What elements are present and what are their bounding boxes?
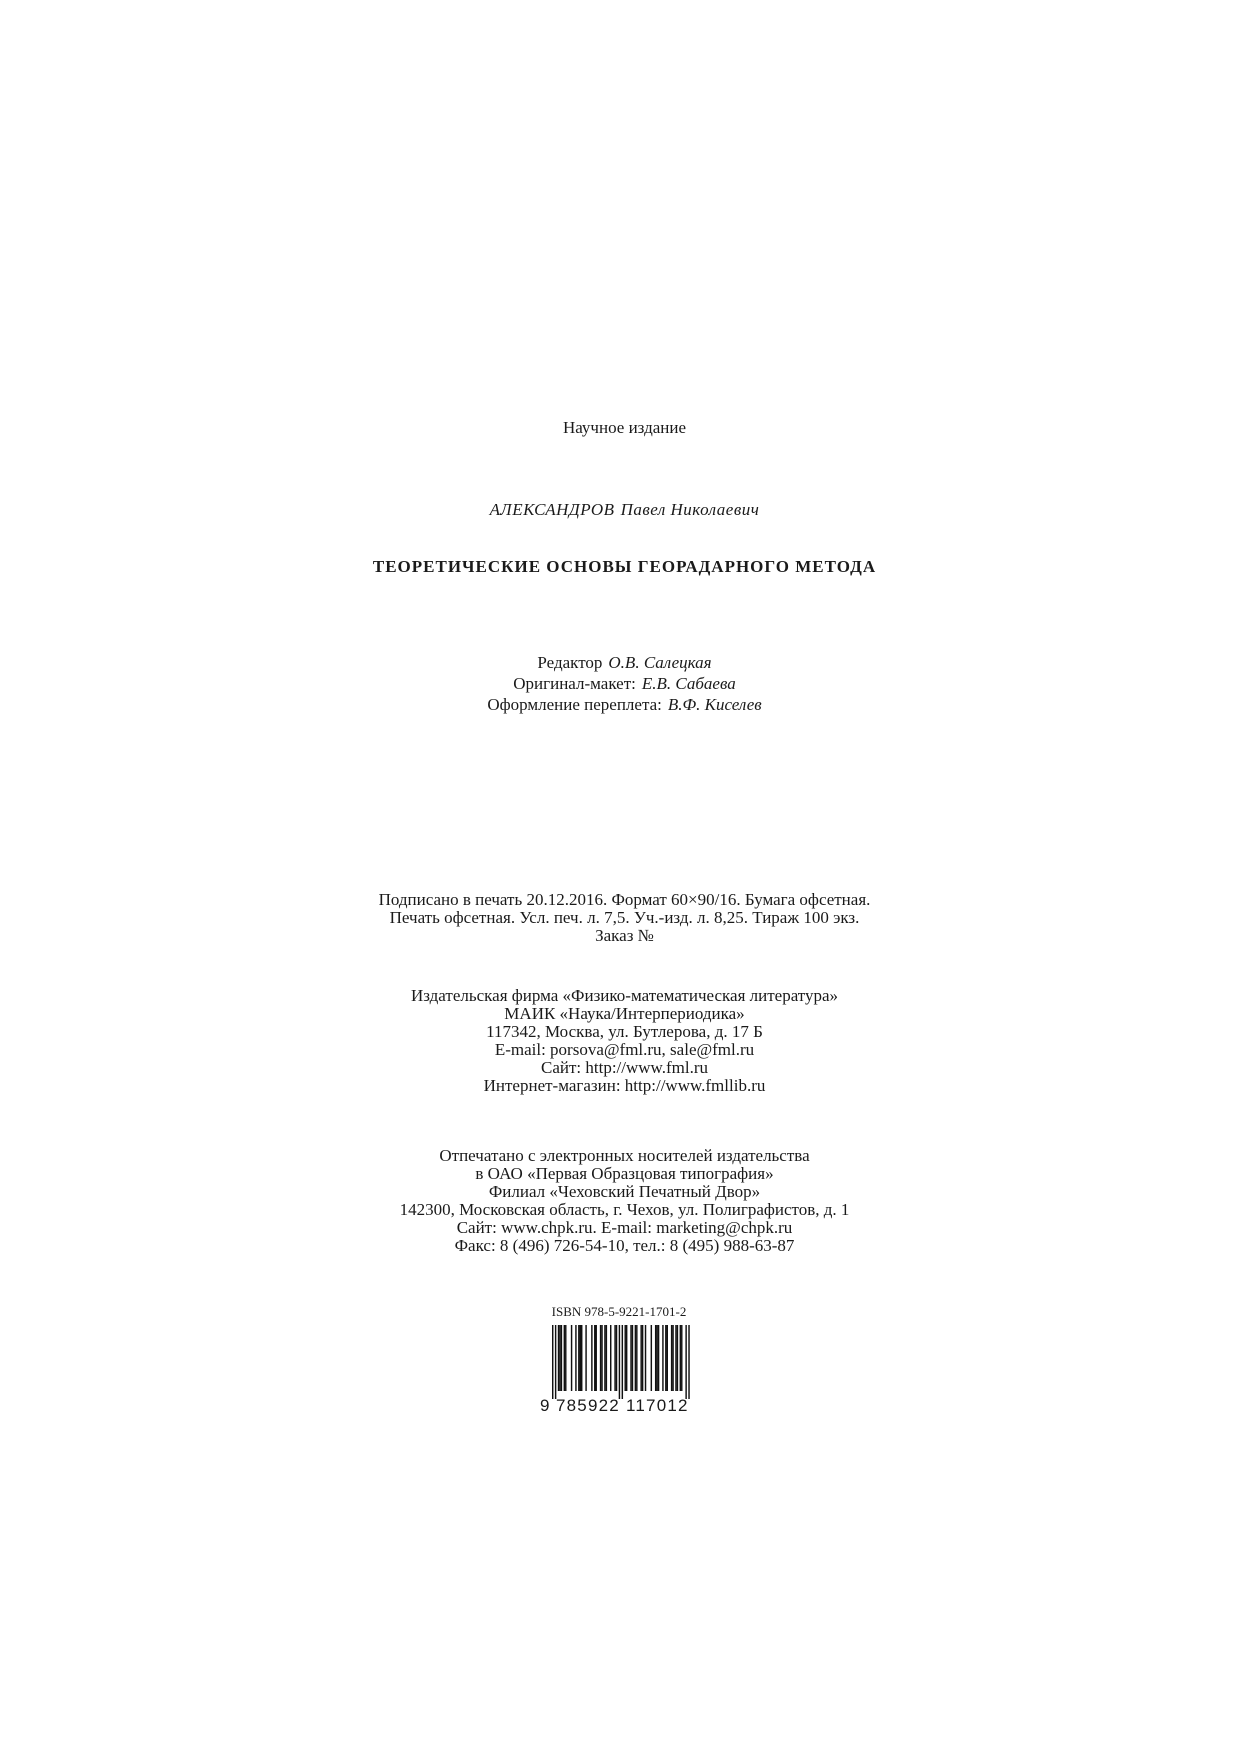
barcode-bar bbox=[558, 1325, 559, 1391]
barcode-bar bbox=[656, 1325, 657, 1391]
ean-left-digits: 785922 bbox=[556, 1396, 620, 1415]
barcode-bar bbox=[610, 1325, 611, 1391]
author-line bbox=[0, 500, 1241, 520]
barcode-bar bbox=[655, 1325, 656, 1391]
barcode-bar bbox=[581, 1325, 582, 1391]
credit-person: О.В. Салецкая bbox=[608, 653, 712, 672]
barcode-bar bbox=[640, 1325, 641, 1391]
barcode-bar bbox=[677, 1325, 678, 1391]
publisher-line: 117342, Москва, ул. Бутлерова, д. 17 Б bbox=[486, 1022, 763, 1041]
barcode-bar bbox=[594, 1325, 595, 1391]
publisher-line: E-mail: porsova@fml.ru, sale@fml.ru bbox=[494, 1040, 755, 1059]
barcode-bar bbox=[580, 1325, 581, 1391]
barcode-bar bbox=[685, 1325, 686, 1399]
publisher-line: Интернет-магазин: http://www.fmllib.ru bbox=[483, 1076, 766, 1095]
credit-cover-design bbox=[0, 695, 1241, 715]
barcode-bar bbox=[559, 1325, 560, 1391]
printer-line: Факс: 8 (496) 726-54-10, тел.: 8 (495) 988-63-87 bbox=[454, 1236, 795, 1255]
barcode-bar bbox=[636, 1325, 637, 1391]
barcode-bar bbox=[658, 1325, 659, 1391]
barcode-bar bbox=[575, 1325, 576, 1391]
print-info-line: Печать офсетная. Усл. печ. л. 7,5. Уч.-изд. л. 8,25. Тираж 100 экз. bbox=[389, 908, 860, 927]
ean-right-digits: 117012 bbox=[626, 1396, 689, 1415]
print-info-line: Подписано в печать 20.12.2016. Формат 60×90/16. Бумага офсетная. bbox=[378, 890, 871, 909]
barcode-bar bbox=[555, 1325, 556, 1399]
publisher-line: Сайт: http://www.fml.ru bbox=[541, 1058, 708, 1077]
barcode-bar bbox=[585, 1325, 586, 1391]
barcode-bar bbox=[688, 1325, 689, 1399]
credit-person: В.Ф. Киселев bbox=[667, 695, 762, 714]
printer-line: Отпечатано с электронных носителей издательства bbox=[439, 1146, 810, 1165]
credit-role: Оригинал-макет: bbox=[513, 674, 636, 693]
publisher-line: МАИК «Наука/Интерпериодика» bbox=[504, 1004, 745, 1023]
isbn-label: ISBN 978-5-9221-1701-2 bbox=[551, 1304, 687, 1319]
barcode-bar bbox=[625, 1325, 626, 1391]
barcode-bar bbox=[606, 1325, 607, 1391]
barcode-bar bbox=[630, 1325, 631, 1391]
barcode-bar bbox=[672, 1325, 673, 1391]
printer-line: Сайт: www.chpk.ru. E-mail: marketing@chpk.ru bbox=[456, 1218, 793, 1237]
barcode-bar bbox=[561, 1325, 562, 1391]
ean-digits bbox=[540, 1397, 698, 1417]
barcode-bar bbox=[671, 1325, 672, 1391]
print-info-line: Заказ № bbox=[595, 926, 654, 945]
barcode-bar bbox=[614, 1325, 615, 1391]
book-title: ТЕОРЕТИЧЕСКИЕ ОСНОВЫ ГЕОРАДАРНОГО МЕТОДА bbox=[372, 557, 877, 576]
barcode-bar bbox=[626, 1325, 627, 1391]
barcode-bar bbox=[578, 1325, 579, 1391]
credit-editor bbox=[0, 653, 1241, 673]
barcode-bar bbox=[600, 1325, 601, 1391]
barcode-bar bbox=[619, 1325, 620, 1399]
barcode-bar bbox=[667, 1325, 668, 1391]
author-name: Павел Николаевич bbox=[620, 500, 760, 519]
credit-person: Е.В. Сабаева bbox=[641, 674, 736, 693]
printer-line: 142300, Московская область, г. Чехов, ул. Полиграфистов, д. 1 bbox=[399, 1200, 850, 1219]
barcode-bar bbox=[645, 1325, 646, 1391]
barcode-bar bbox=[635, 1325, 636, 1391]
barcode-bar bbox=[571, 1325, 572, 1391]
barcode-bar bbox=[681, 1325, 682, 1391]
barcode-bar bbox=[552, 1325, 553, 1399]
printer-line: Филиал «Чеховский Печатный Двор» bbox=[488, 1182, 761, 1201]
barcode-bar bbox=[601, 1325, 602, 1391]
barcode-bar bbox=[680, 1325, 681, 1391]
author-surname: АЛЕКСАНДРОВ bbox=[489, 500, 615, 519]
barcode-bar bbox=[564, 1325, 565, 1391]
barcode-bar bbox=[604, 1325, 605, 1391]
barcode-bar bbox=[632, 1325, 633, 1391]
ean13-barcode bbox=[540, 1325, 698, 1399]
publisher-line: Издательская фирма «Физико-математическая литература» bbox=[410, 986, 839, 1005]
barcode-bar bbox=[642, 1325, 643, 1391]
barcode-bar bbox=[616, 1325, 617, 1391]
barcode-bar bbox=[596, 1325, 597, 1391]
barcode-bar bbox=[675, 1325, 676, 1391]
barcode-bar bbox=[622, 1325, 623, 1399]
barcode-bar bbox=[665, 1325, 666, 1391]
barcode-bar bbox=[662, 1325, 663, 1391]
barcode-bar bbox=[565, 1325, 566, 1391]
publication-kind: Научное издание bbox=[562, 418, 687, 437]
ean-first-digit: 9 bbox=[540, 1396, 550, 1415]
credit-layout bbox=[0, 674, 1241, 694]
credit-role: Оформление переплета: bbox=[487, 695, 662, 714]
barcode-bar bbox=[651, 1325, 652, 1391]
credit-role: Редактор bbox=[537, 653, 603, 672]
barcode-bar bbox=[591, 1325, 592, 1391]
printer-line: в ОАО «Первая Образцовая типография» bbox=[475, 1164, 774, 1183]
